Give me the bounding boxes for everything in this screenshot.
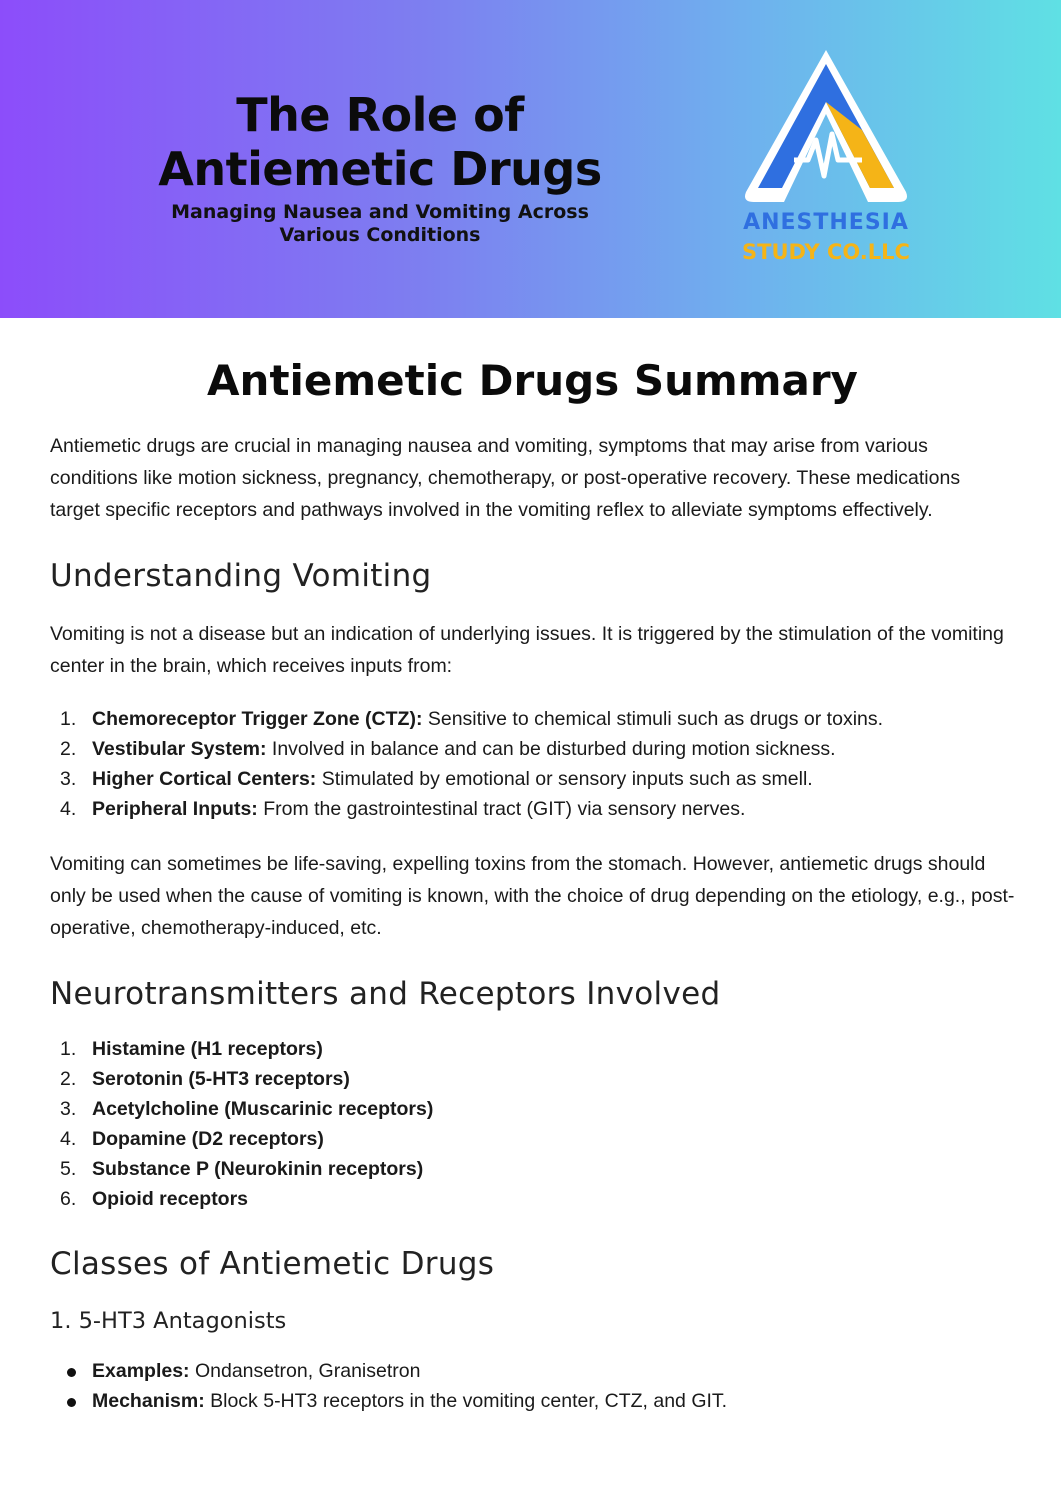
vomiting-inputs-list	[50, 704, 1015, 824]
subsection-heading-5ht3: 1. 5-HT3 Antagonists	[50, 1308, 287, 1334]
list-item: 2. Serotonin (5-HT3 receptors)	[60, 1068, 350, 1090]
banner-subtitle	[110, 201, 650, 247]
banner-subtitle-line2: Various Conditions	[279, 224, 481, 246]
list-item: 5. Substance P (Neurokinin receptors)	[60, 1158, 424, 1180]
bullet-icon	[50, 1386, 92, 1416]
understanding-paragraph-1: Vomiting is not a disease but an indication of underlying issues. It is triggered by the stimulation of the vomiting center in the brain, which receives inputs from:	[50, 623, 1004, 677]
list-item: Examples: Ondansetron, Granisetron	[50, 1356, 1015, 1386]
list-item: 3. Acetylcholine (Muscarinic receptors)	[60, 1098, 434, 1120]
list-item: Mechanism: Block 5-HT3 receptors in the vomiting center, CTZ, and GIT.	[50, 1386, 1015, 1416]
logo-a-icon	[738, 42, 914, 212]
logo-text-study-co: STUDY CO.LLC	[742, 240, 910, 264]
section-heading-neurotransmitters: Neurotransmitters and Receptors Involved	[50, 976, 721, 1012]
list-item: 4. Peripheral Inputs: From the gastrointestinal tract (GIT) via sensory nerves.	[60, 798, 746, 820]
section-heading-classes: Classes of Antiemetic Drugs	[50, 1246, 495, 1282]
banner-title-line2: Antiemetic Drugs	[158, 142, 602, 196]
neurotransmitters-list	[50, 1034, 1015, 1214]
page-title: Antiemetic Drugs Summary	[207, 356, 858, 405]
intro-paragraph: Antiemetic drugs are crucial in managing nausea and vomiting, symptoms that may arise from various conditions like motion sickness, pregnancy, chemotherapy, or post-operative recovery. These medications target specific receptors and pathways involved in the vomiting reflex to alleviate symptoms effectively.	[50, 435, 961, 521]
section-heading-understanding: Understanding Vomiting	[50, 558, 432, 594]
5ht3-details-list	[50, 1356, 1015, 1416]
company-logo	[738, 42, 914, 274]
list-item: 2. Vestibular System: Involved in balance and can be disturbed during motion sickness.	[60, 738, 836, 760]
banner-title	[130, 88, 630, 196]
banner-title-line1: The Role of	[236, 88, 524, 142]
document-body	[50, 318, 1015, 1416]
logo-text-anesthesia: ANESTHESIA	[743, 210, 909, 235]
list-item: 1. Histamine (H1 receptors)	[60, 1038, 323, 1060]
list-item: 4. Dopamine (D2 receptors)	[60, 1128, 324, 1150]
header-banner	[0, 0, 1061, 318]
list-item: 3. Higher Cortical Centers: Stimulated by emotional or sensory inputs such as smell.	[60, 768, 813, 790]
bullet-icon	[50, 1356, 92, 1386]
list-item: 1. Chemoreceptor Trigger Zone (CTZ): Sensitive to chemical stimuli such as drugs or toxins.	[60, 708, 884, 730]
understanding-paragraph-2: Vomiting can sometimes be life-saving, expelling toxins from the stomach. However, antiemetic drugs should only be used when the cause of vomiting is known, with the choice of drug depending on the etiology, e.g., post-operative, chemotherapy-induced, etc.	[50, 853, 1015, 939]
banner-subtitle-line1: Managing Nausea and Vomiting Across	[171, 201, 589, 223]
list-item: 6. Opioid receptors	[60, 1188, 249, 1210]
